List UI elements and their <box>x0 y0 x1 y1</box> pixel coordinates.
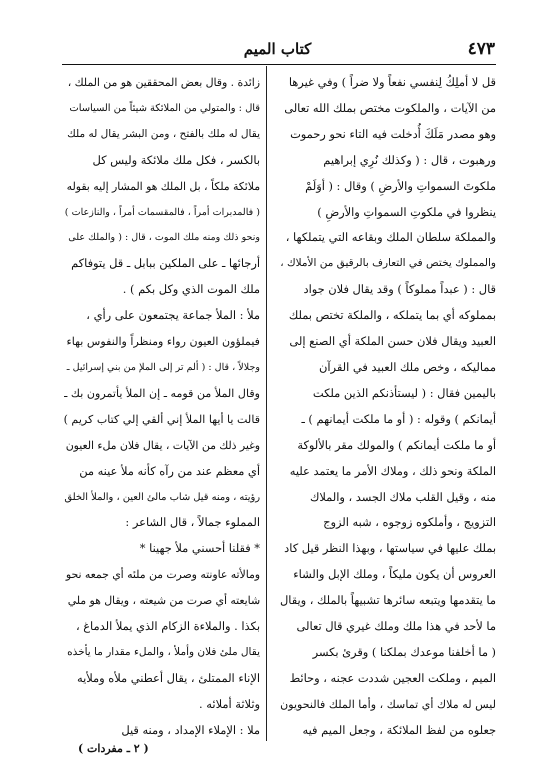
text-line: قالت يا أيها الملأ إني ألقي إلي كتاب كريم ) <box>64 412 260 426</box>
page-header <box>60 32 495 66</box>
text-line: يقال له ملك بالفتح ، ومن البشر يقال له ملك <box>67 127 260 140</box>
text-line: جعلوه من لفظ الملائكة ، وجعل الميم فيه <box>302 722 496 737</box>
text-line: ومالأته عاونته وصرت من ملئه أي جمعه نحو <box>65 568 260 582</box>
text-line: وقال الملأ من قومه ـ إن الملأ يأتمرون بك ـ <box>64 386 260 400</box>
text-line: ( ما أخلفنا موعدك بملكنا ) وقرئ بكسر <box>312 644 496 659</box>
left-column <box>64 70 260 738</box>
page-footer: ( ٢ ـ مفردات ) <box>78 742 149 755</box>
text-line: العبيد ويقال فلان حسن الملكة أي الصنع إلى <box>289 334 496 349</box>
header-rule <box>62 64 496 65</box>
text-line: بملك عليها في سياستها ، وبهذا النظر قيل كاد <box>284 541 496 556</box>
text-line: ملك الموت الذي وكل بكم ) . <box>122 282 260 297</box>
text-line: أي معظم عند من رآه كأنه ملأ عينه من <box>79 463 260 478</box>
text-line: زائدة . وقال بعض المحققين هو من الملك ، <box>67 76 260 89</box>
text-line: ملائكة ملكاً ، بل الملك هو المشار إليه بقوله <box>66 179 260 193</box>
text-line: ( فالمدبرات أمراً ، فالمقسمات أمراً ، والنازعات ) <box>64 206 260 218</box>
page-number: ٤٧٣ <box>467 39 495 59</box>
text-line: ملا : الإملاء الإمداد ، ومنه قيل <box>121 722 260 737</box>
text-line: يقال ملئ فلان وأملأ ، والملء مقدار ما يأخذه <box>67 645 260 658</box>
text-line: ما يتقدمها ويتبعه سائرها تشبيهاً بالملك ، ويقال <box>279 593 496 608</box>
text-line: العروس أن يكون مليكاً ، وملك الإبل والشاء <box>293 567 496 582</box>
text-line: المملوء جمالاً ، قال الشاعر : <box>125 515 260 530</box>
text-line: بمملوكه أي بما يتملكه ، والملكة تختص بملك <box>288 308 496 323</box>
text-line: * فقلنا أحسني ملأ جهينا * <box>139 541 260 556</box>
text-line: قل لا أملِكُ لِنفسي نفعاً ولا ضراً ) وفي غيرها <box>288 75 496 89</box>
text-line: ملكوتَ السمواتِ والأرضِ ) وقال : ( أوَلَمْ <box>305 178 496 193</box>
text-line: بكذا . والملاءة الزكام الذي يملأ الدماغ ، <box>75 619 260 634</box>
text-line: الملكة ونحو ذلك ، وملاك الأمر ما يعتمد عليه <box>289 463 496 478</box>
text-line: فيملؤون العيون رواء ومنظراً والنفوس بهاء <box>66 335 260 349</box>
text-line: باليمين فقال : ( ليستأذنكم الذين ملكت <box>312 385 496 400</box>
text-line: والمملكة سلطان الملك وبقاعه التي يتملكها ، <box>285 230 496 245</box>
text-line: والمملوك يختص في التعارف بالرقيق من الأملاك ، <box>280 257 496 270</box>
text-line: أرجائها ـ على الملكين ببابل ـ قل يتوفاكم <box>71 256 260 271</box>
text-line: ملأ : الملأ جماعة يجتمعون على رأي ، <box>86 308 260 323</box>
text-line: من الآيات ، والملكوت مختص بملك الله تعالى <box>284 100 496 115</box>
text-line: ليس له ملاك أي تماسك ، وأما الملك فالنحويون <box>280 697 496 711</box>
text-line: رؤيته ، ومنه قيل شاب مالئ العين ، والملأ الخلق <box>64 491 260 503</box>
column-divider <box>266 66 267 741</box>
text-line: وثلاثة أملائه . <box>199 696 260 711</box>
text-line: الإناء الممتلئ ، يقال أعطني ملأه وملأيه <box>76 670 260 685</box>
text-line: ونحو ذلك ومنه ملك الموت ، قال : ( والملك على <box>68 232 260 244</box>
text-line: ينظروا في ملكوتِ السمواتِ والأرضِ ) <box>317 204 496 219</box>
text-line: ما لأحد في هذا ملك وملك غيري قال تعالى <box>296 619 496 634</box>
text-line: شايعته أي صرت من شيعته ، ويقال هو ملي <box>67 594 260 608</box>
page-title: كتاب الميم <box>243 40 312 58</box>
text-line: التزويج ، وأملكوه زوجوه ، شبه الزوج <box>323 515 496 530</box>
text-line: مماليكه ، وخص ملك العبيد في القرآن <box>319 359 496 374</box>
text-line: أو ما ملكت أيمانكم ) والمولك مقر بالألوكة <box>297 437 496 452</box>
text-line: ورهبوت ، قال : ( وكذلك نُرِي إبراهيم <box>323 152 496 167</box>
text-line: وغير ذلك من الآيات ، يقال فلان ملء العيون <box>65 438 260 452</box>
text-line: منه ، وقيل القلب ملاك الجسد ، والملاك <box>309 489 496 504</box>
text-line: وجلالاً ، قال : ( ألم تر إلى الملإ من بني إسرائيل ـ <box>66 361 260 373</box>
right-column <box>276 70 496 738</box>
text-line: الميم ، وملكت العجين شددت عجنه ، وحائط <box>289 670 496 685</box>
text-line: قال : والمتولي من الملائكة شيئاً من السياسات <box>69 102 260 114</box>
text-line: قال : ( عبداً مملوكاً ) وقد يقال فلان جواد <box>303 282 496 297</box>
text-line: أيمانكم ) وقوله : ( أو ما ملكت أيمانهم ) ـ <box>301 411 496 426</box>
text-line: وهو مصدر مَلَكَ أُدخلت فيه التاء نحو رحموت <box>290 126 496 141</box>
text-line: بالكسر ، فكل ملك ملائكة وليس كل <box>92 152 260 167</box>
